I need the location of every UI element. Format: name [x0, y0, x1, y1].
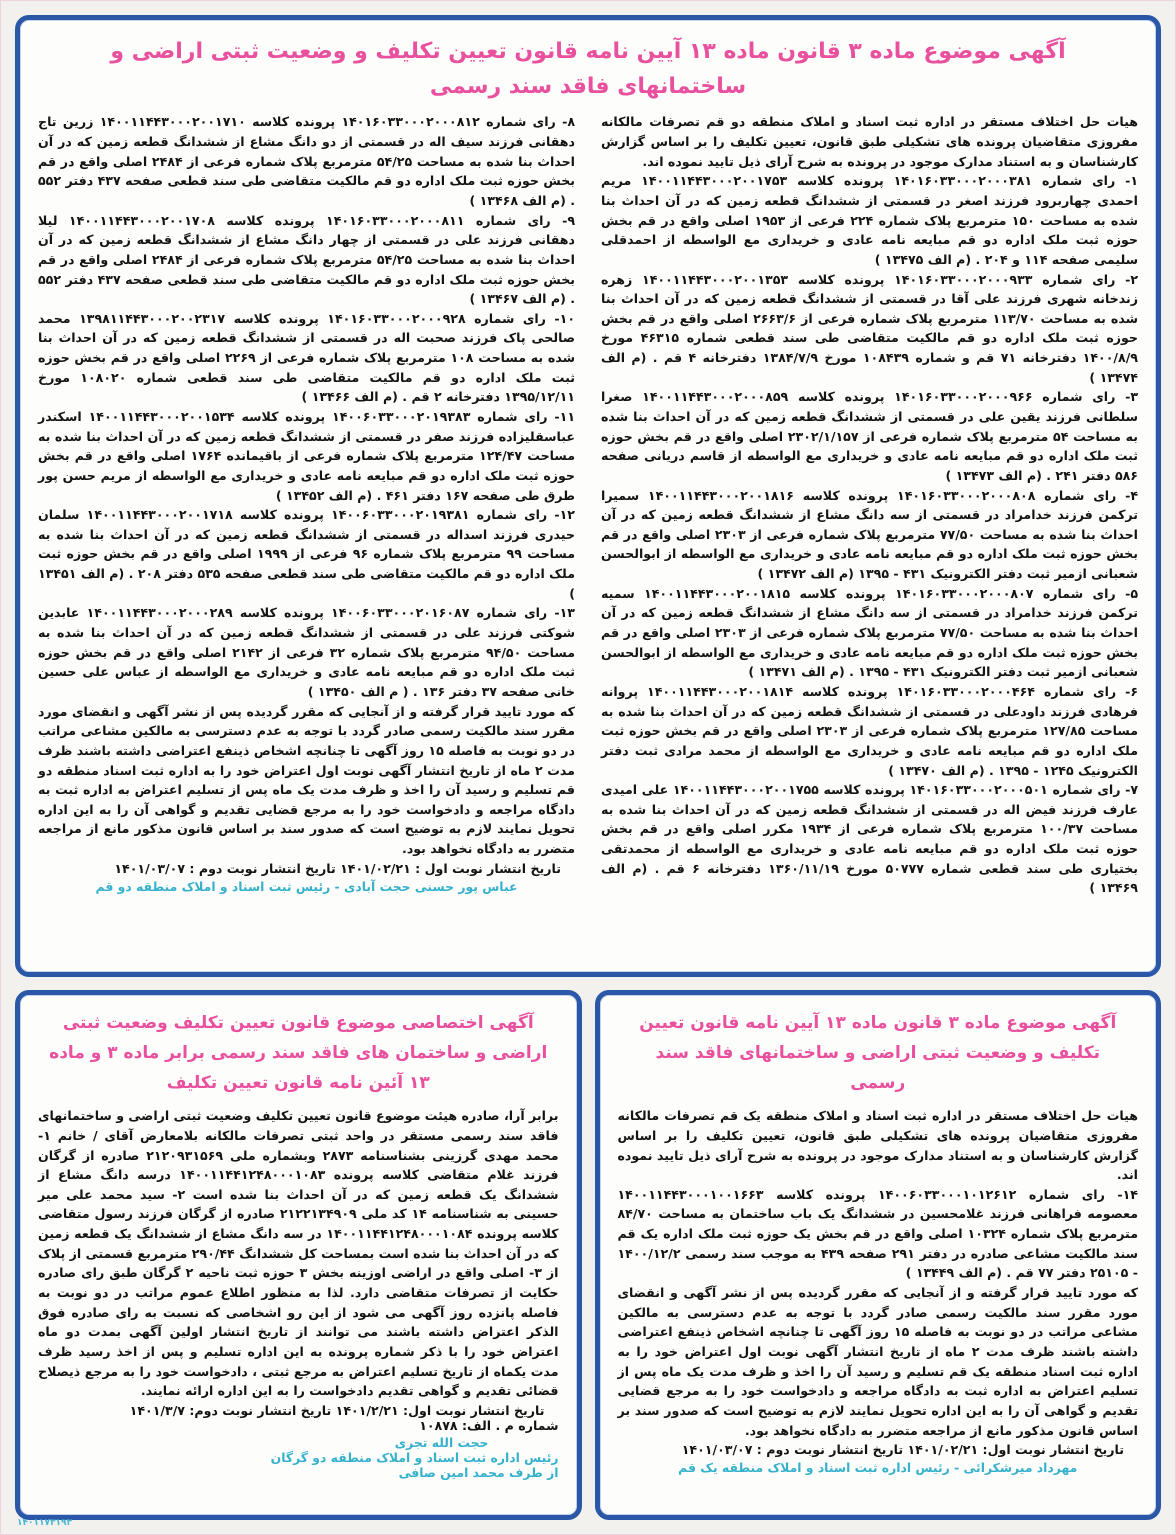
gorgan-signature-block [38, 1435, 559, 1480]
gorgan-publication-dates: تاریخ انتشار نوبت اول: ۱۴۰۱/۲/۲۱ تاریخ انتشار نوبت دوم: ۱۴۰۱/۳/۷ [129, 1402, 545, 1418]
bottom-notices-row [15, 990, 1161, 1520]
gorgan-signature-name: حجت الله تجری [394, 1434, 489, 1450]
ruling-item-6: ۶- رای شماره ۱۴۰۱۶۰۳۳۰۰۰۲۰۰۰۴۶۴ پرونده کلاسه ۱۴۰۰۱۱۴۴۳۰۰۰۲۰۰۱۸۱۴ پروانه فرهادی فرزند داودعلی در قسمتی از ششدانگ قطعه زمین که در آن احداث بنا شده به مساحت ۱۲۷/۸۵ مترمربع پلاک شماره فرعی از ۲۳۰۳ اصلی واقع در قم بخش حوزه ثبت ملک اداره دو قم مبایعه نامه عادی و خریداری مع الواسطه از محمد مرادی ثبت دفتر الکترونیک ۱۲۴۵ - ۱۳۹۵ . (م الف ۱۳۴۷۰ ) [601, 683, 1139, 778]
intro-paragraph: هیات حل اختلاف مستقر در اداره ثبت اسناد و املاک منطقه دو قم تصرفات مالکانه مفروزی متقاضیان پرونده های تشکیلی طبق قانون، تعیین تکلیف را بر اساس گزارش کارشناسان و به استناد مدارک موجود در پرونده به شرح آرای ذیل تایید نموده اند. [601, 114, 1138, 169]
notice-box-qom-region2 [15, 15, 1161, 977]
ruling-item-12: ۱۲- رای شماره ۱۴۰۰۶۰۳۳۰۰۰۲۰۱۹۳۸۱ پرونده کلاسه ۱۴۰۰۱۱۴۴۳۰۰۰۲۰۰۱۷۱۸ سلمان حیدری فرزند اسداله در قسمتی از ششدانگ قطعه زمین که در آن احداث بنا شده به مساحت ۹۹ مترمربع پلاک شماره ۹۶ فرعی از ۱۹۹۹ اصلی واقع در قم بخش حوزه ثبت ملک اداره دو قم مالکیت متقاضی طی سند قطعی صفحه ۵۳۵ دفتر ۲۰۸ . (م الف ۱۳۴۵۱ ) [38, 507, 575, 601]
ruling-item-11: ۱۱- رای شماره ۱۴۰۰۶۰۳۳۰۰۰۲۰۱۹۳۸۳ پرونده کلاسه ۱۴۰۰۱۱۴۴۳۰۰۰۲۰۰۱۵۳۴ اسکندر عباسقلیزاده فرزند صفر در قسمتی از ششدانگ قطعه زمین که در آن احداث بنا شده به مساحت ۱۲۴/۴۷ مترمربع پلاک شماره فرعی از باقیمانده ۱۷۶۴ اصلی واقع در قم بخش حوزه ثبت ملک اداره دو قم مبایعه نامه عادی و خریداری مع الواسطه از مریم حسن پور طرق طی صفحه ۱۶۷ دفتر ۴۶۱ . (م الف ۱۳۴۵۲ ) [38, 408, 576, 503]
registrar-signature: عباس پور حسنی حجت آبادی - رئیس ثبت اسناد و املاک منطقه دو قم [95, 878, 518, 894]
gorgan-signature-title: رئیس اداره ثبت اسناد و املاک منطقه دو گرگان [270, 1449, 559, 1465]
ruling-item-3: ۳- رای شماره ۱۴۰۱۶۰۳۳۰۰۰۲۰۰۰۹۶۶ پرونده کلاسه ۱۴۰۰۱۱۴۴۳۰۰۰۲۰۰۰۸۵۹ صغرا سلطانی فرزند یقین علی در قسمتی از ششدانگ قطعه زمین که در آن احداث بنا شده به مساحت ۵۴ مترمربع پلاک شماره فرعی از ۲۳۰۲/۱/۱۵۷ اصلی واقع در قم بخش حوزه ثبت ملک اداره دو قم مبایعه نامه عادی و خریداری مع الواسطه از قاسم دریانی صفحه ۵۸۶ دفتر ۲۴۱ . (م الف ۱۳۴۷۳ ) [601, 389, 1139, 483]
gorgan-serial-number: شماره م . الف: ۱۰۸۷۸ [419, 1417, 559, 1433]
ruling-item-7: ۷- رای شماره ۱۴۰۱۶۰۳۳۰۰۰۲۰۰۰۵۰۱ پرونده کلاسه ۱۴۰۰۱۱۴۴۳۰۰۰۲۰۰۱۷۵۵ علی امیدی عارف فرزند فیض اله در قسمتی از ششدانگ قطعه زمین که در آن احداث بنا شده به مساحت ۱۰۰/۳۷ مترمربع پلاک شماره فرعی از ۱۹۳۴ مکرر اصلی واقع در قم بخش حوزه ثبت ملک اداره دو قم مبایعه نامه عادی و خریداری مع الواسطه از محمدتقی بختیاری طی سند قطعی شماره ۵۰۷۷۷ مورخ ۱۳۶۰/۱۱/۱۹ دفترخانه ۶ قم . (م الف ۱۳۴۶۹ ) [601, 782, 1139, 896]
ruling-item-1: ۱- رای شماره ۱۴۰۱۶۰۳۳۰۰۰۲۰۰۰۳۸۱ پرونده کلاسه ۱۴۰۰۱۱۴۴۳۰۰۰۲۰۰۱۷۵۳ مریم احمدی چهاربرود فرزند اصغر در قسمتی از ششدانگ قطعه زمین که در آن احداث بنا شده به مساحت ۱۵۰ مترمربع پلاک شماره ۲۲۴ فرعی از ۱۹۵۳ اصلی واقع در قم بخش حوزه ثبت ملک اداره دو قم مبایعه نامه عادی و خریداری مع الواسطه از احمدقلی سلیمی صفحه ۱۱۴ و ۲۰۴ . (م الف ۱۳۴۷۵ ) [601, 173, 1139, 267]
ruling-item-5: ۵- رای شماره ۱۴۰۱۶۰۳۳۰۰۰۲۰۰۰۸۰۷ پرونده کلاسه ۱۴۰۰۱۱۴۴۳۰۰۰۲۰۰۱۸۱۵ سمیه ترکمن فرزند خدامراد در قسمتی از سه دانگ مشاع از ششدانگ قطعه زمین که در آن احداث بنا شده به مساحت ۷۷/۵۰ مترمربع پلاک شماره فرعی از ۲۳۰۳ اصلی واقع در قم بخش حوزه ثبت ملک اداره دو قم مبایعه نامه عادی و خریداری مع الواسطه از ابوالحسن شعبانی ازمیر ثبت دفتر الکترونیک ۴۳۱ - ۱۳۹۵ . (م الف ۱۳۴۷۱ ) [601, 585, 1138, 680]
notice-box-qom-region1 [595, 990, 1162, 1520]
page-archive-code: ۱۴۰۱۱۷۳۱۹۳ [17, 1518, 72, 1528]
top-left-column [38, 112, 575, 898]
ruling-item-14: ۱۴- رای شماره ۱۴۰۰۶۰۳۳۰۰۰۱۰۱۲۶۱۲ پرونده کلاسه ۱۴۰۰۱۱۴۴۳۰۰۰۱۰۰۱۶۶۳ معصومه فراهانی فرزند غلامحسین در ششدانگ یک باب ساختمان به مساحت ۸۴/۷۰ مترمربع پلاک شماره ۱۰۳۲۴ اصلی واقع در قم بخش یک حوزه ثبت ملک اداره یک قم سند مالکیت مشاعی صادره در دفتر ۲۹۱ صفحه ۴۳۹ به موجب سند رسمی ۱۴۰۰/۱۲/۲ - ۲۵۱۰۵ دفتر ۷۷ قم . (م الف ۱۳۴۴۹ ) [617, 1186, 1139, 1281]
notice-title-qom1: آگهی موضوع ماده ۳ قانون ماده ۱۳ آیین نامه قانون تعیین تکلیف و وضعیت ثبتی اراضی و ساختمانهای فاقد سند رسمی [639, 1013, 1117, 1093]
ruling-item-9: ۹- رای شماره ۱۴۰۱۶۰۳۳۰۰۰۲۰۰۰۸۱۱ پرونده کلاسه ۱۴۰۰۱۱۴۴۳۰۰۰۲۰۰۱۷۰۸ لیلا دهقانی فرزند علی در قسمتی از چهار دانگ مشاع از ششدانگ قطعه زمین که در آن احداث بنا شده به مساحت ۵۴/۲۵ مترمربع پلاک شماره فرعی از ۲۴۸۴ اصلی واقع در قم بخش حوزه ثبت ملک اداره دو قم مالکیت متقاضی طی سند قطعی صفحه ۴۳۷ دفتر ۵۵۲ . (م الف ۱۳۴۶۷ ) [38, 212, 576, 307]
qom1-publication-dates: تاریخ انتشار نوبت اول: ۱۴۰۱/۰۲/۲۱ تاریخ انتشار نوبت دوم : ۱۴۰۱/۰۳/۰۷ [681, 1442, 1124, 1458]
publication-dates: تاریخ انتشار نوبت اول : ۱۴۰۱/۰۲/۲۱ تاریخ انتشار نوبت دوم : ۱۴۰۱/۰۳/۰۷ [114, 860, 561, 876]
closing-paragraph: که مورد تایید قرار گرفته و از آنجایی که مقرر گردیده پس از نشر آگهی و انقضای مورد مقرر سند مالکیت رسمی صادر گردد با توجه به عدم دسترسی به مالکین مشاعی مراتب در دو نوبت به فاصله ۱۵ روز آگهی تا چنانچه اشخاص ذینفع اعتراضی داشته باشند ظرف مدت ۲ ماه از تاریخ انتشار آگهی نوبت اول اعتراض خود را به اداره ثبت اسناد منطقه دو قم تسلیم و رسید آن را اخذ و ظرف مدت یک ماه پس از تسلیم اعتراض به اداره ثبت به دادگاه مراجعه و دادخواست خود را به مرجع قضایی تقدیم و گواهی آن را به این اداره تحویل نمایند لازم به توضیح است که صدور سند بر اساس قانون مذکور مانع از مراجعه متضرر به دادگاه نخواهد بود. [38, 703, 575, 857]
gorgan-signature-onbehalf: از طرف محمد امین صافی [398, 1464, 559, 1480]
notice-title-top: آگهی موضوع ماده ۳ قانون ماده ۱۳ آیین نامه قانون تعیین تکلیف و وضعیت ثبتی اراضی و ساختمانهای فاقد سند رسمی [110, 39, 1066, 100]
notice-box-gorgan [15, 990, 582, 1520]
qom1-registrar-signature: مهرداد میرشکرائی - رئیس اداره ثبت اسناد و املاک منطقه یک قم [678, 1460, 1078, 1476]
qom1-intro-paragraph: هیات حل اختلاف مستقر در اداره ثبت اسناد و املاک منطقه یک قم تصرفات مالکانه مفروزی متقاضیان پرونده های تشکیلی طبق قانون، تعیین تکلیف را بر اساس گزارش کارشناسان و به استناد مدارک موجود در پرونده به شرح آرای ذیل تایید نموده اند. [617, 1108, 1138, 1183]
notice-columns [38, 112, 1138, 898]
ruling-item-10: ۱۰- رای شماره ۱۴۰۱۶۰۳۳۰۰۰۲۰۰۰۹۲۸ پرونده کلاسه ۱۳۹۸۱۱۴۴۳۰۰۰۲۰۰۲۳۱۷ محمد صالحی پاک فرزند صحبت اله در قسمتی از ششدانگ قطعه زمین که در آن احداث بنا شده به مساحت ۱۰۸ مترمربع پلاک شماره فرعی از ۲۲۶۹ اصلی واقع در قم بخش حوزه ثبت ملک اداره دو قم مالکیت متقاضی طی سند قطعی شماره ۱۰۸۰۲۰ مورخ ۱۳۹۵/۱۲/۱۱ دفترخانه ۲ قم . (م الف ۱۳۴۶۶ ) [38, 310, 576, 405]
qom1-closing-paragraph: که مورد تایید قرار گرفته و از آنجایی که مقرر گردیده پس از نشر آگهی و انقضای مورد مقرر سند مالکیت رسمی صادر گردد با توجه به عدم دسترسی به مالکین مشاعی مراتب در دو نوبت به فاصله ۱۵ روز آگهی تا چنانچه اشخاص ذینفع اعتراضی داشته باشند ظرف مدت ۲ ماه از تاریخ انتشار آگهی نوبت اول اعتراض خود را به اداره ثبت اسناد منطقه یک قم تسلیم و رسید آن را اخذ و ظرف مدت یک ماه پس از تسلیم اعتراض به اداره ثبت به دادگاه مراجعه و دادخواست خود را به مرجع قضایی تقدیم و گواهی آن را به این اداره تحویل نمایند لازم به توضیح است که صدور سند بر اساس قانون مذکور مانع از مراجعه متضرر به دادگاه نخواهد بود. [617, 1285, 1138, 1438]
top-right-column [601, 112, 1138, 898]
gorgan-body-paragraph: برابر آرا، صادره هیئت موضوع قانون تعیین تکلیف وضعیت ثبتی اراضی و ساختمانهای فاقد سند رسمی مستقر در واحد ثبتی تصرفات مالکانه بلامعارض آقای / خانم ۱- محمد مهدی گرزینی بشناسنامه ۲۸۷۳ وبشماره ملی ۲۱۲۰۹۳۱۵۶۹ صادره از گرگان فرزند غلام متقاضی کلاسه پرونده ۱۴۰۰۱۱۴۴۱۲۴۸۰۰۰۱۰۸۳ درسه دانگ مشاع از ششدانگ یک قطعه زمین که در آن احداث بنا شده است ۲- سید محمد علی میر حسینی به شناسنامه ۱۴ کد ملی ۲۱۲۲۱۳۴۹۰۹ صادره از گرگان فرزند رسول متقاضی کلاسه پرونده ۱۴۰۰۱۱۴۴۱۲۴۸۰۰۰۱۰۸۴ در سه دانگ مشاع از ششدانگ یک قطعه زمین که در آن احداث بنا شده است بمساحت کل ششدانگ ۲۹۰/۴۴ مترمربع قسمتی از پلاک از ۳- اصلی واقع در اراضی اوزینه بخش ۳ حوزه ثبت ناحیه ۲ گرگان طبق رای صادره حکایت از تصرفات متقاضی دارد. لذا به منظور اطلاع عموم مراتب در دو نوبت به فاصله پانزده روز آگهی می شود از این رو اشخاصی که نسبت به رای صادره فوق الذکر اعتراض داشته باشند می توانند از تاریخ انتشار اولین آگهی بمدت دو ماه اعتراض خود را با ذکر شماره پرونده به این اداره تسلیم و پس از اخذ رسید ظرف مدت یکماه از تاریخ تسلیم اعتراض به مرجع ثبتی ، دادخواست خود را به مرجع ذیصلاح قضائی تقدیم و گواهی تقدیم دادخواست را به این اداره ارائه نمایند. [38, 1108, 559, 1399]
notice-title-gorgan: آگهی اختصاصی موضوع قانون تعیین تکلیف وضعیت ثبتی اراضی و ساختمان های فاقد سند رسمی برابر ماده ۳ و ماده ۱۳ آئین نامه قانون تعیین تکلیف [49, 1013, 548, 1093]
ruling-item-13: ۱۳- رای شماره ۱۴۰۰۶۰۳۳۰۰۰۲۰۱۶۰۸۷ پرونده کلاسه ۱۴۰۰۱۱۴۴۳۰۰۰۲۰۰۰۲۸۹ عابدین شوکتی فرزند علی در قسمتی از ششدانگ قطعه زمین که در آن احداث بنا شده به مساحت ۹۴/۵۰ مترمربع پلاک شماره ۳۲ فرعی از ۲۱۴۲ اصلی واقع در قم بخش حوزه ثبت ملک اداره دو قم مبایعه نامه عادی و خریداری مع الواسطه از عباس علی حسین خانی صفحه ۳۷ دفتر ۱۳۶ . ( م الف ۱۳۴۵۰ ) [38, 605, 575, 699]
ruling-item-2: ۲- رای شماره ۱۴۰۱۶۰۳۳۰۰۰۲۰۰۰۹۳۳ پرونده کلاسه ۱۴۰۰۱۱۴۴۳۰۰۰۲۰۰۱۳۵۳ زهره زندخانه شهری فرزند علی آقا در قسمتی از ششدانگ قطعه زمین که در آن احداث بنا شده به مساحت ۱۱۳/۷۰ مترمربع پلاک شماره فرعی از ۲۶۶۳/۶ اصلی واقع در قم بخش حوزه ثبت ملک اداره دو قم مالکیت متقاضی طی سند قطعی شماره ۴۶۳۱۵ مورخ ۱۴۰۰/۸/۹ دفترخانه ۷۱ قم و شماره ۱۰۸۴۳۹ مورخ ۱۳۸۴/۷/۹ دفترخانه ۴ قم . (م الف ۱۳۴۷۴ ) [601, 271, 1139, 385]
ruling-item-8: ۸- رای شماره ۱۴۰۱۶۰۳۳۰۰۰۲۰۰۰۸۱۲ پرونده کلاسه ۱۴۰۰۱۱۴۴۳۰۰۰۲۰۰۱۷۱۰ زرین تاج دهقانی فرزند سیف اله در قسمتی از دو دانگ مشاع از ششدانگ قطعه زمین که در آن احداث بنا شده به مساحت ۵۴/۲۵ مترمربع پلاک شماره فرعی از ۲۴۸۴ اصلی واقع در قم بخش حوزه ثبت ملک اداره دو قم مالکیت متقاضی طی سند قطعی صفحه ۴۳۷ دفتر ۵۵۲ . (م الف ۱۳۴۶۸ ) [38, 114, 576, 208]
ruling-item-4: ۴- رای شماره ۱۴۰۱۶۰۳۳۰۰۰۲۰۰۰۸۰۸ پرونده کلاسه ۱۴۰۰۱۱۴۴۳۰۰۰۲۰۰۱۸۱۶ سمیرا ترکمن فرزند خدامراد در قسمتی از سه دانگ مشاع از ششدانگ قطعه زمین که در آن احداث بنا شده به مساحت ۷۷/۵۰ مترمربع پلاک شماره فرعی از ۲۳۰۳ اصلی واقع در قم بخش حوزه ثبت ملک اداره دو قم مبایعه نامه عادی و خریداری مع الواسطه از ابوالحسن شعبانی ازمیر ثبت دفتر الکترونیک ۴۳۱ - ۱۳۹۵ (م الف ۱۳۴۷۲ ) [601, 487, 1138, 582]
